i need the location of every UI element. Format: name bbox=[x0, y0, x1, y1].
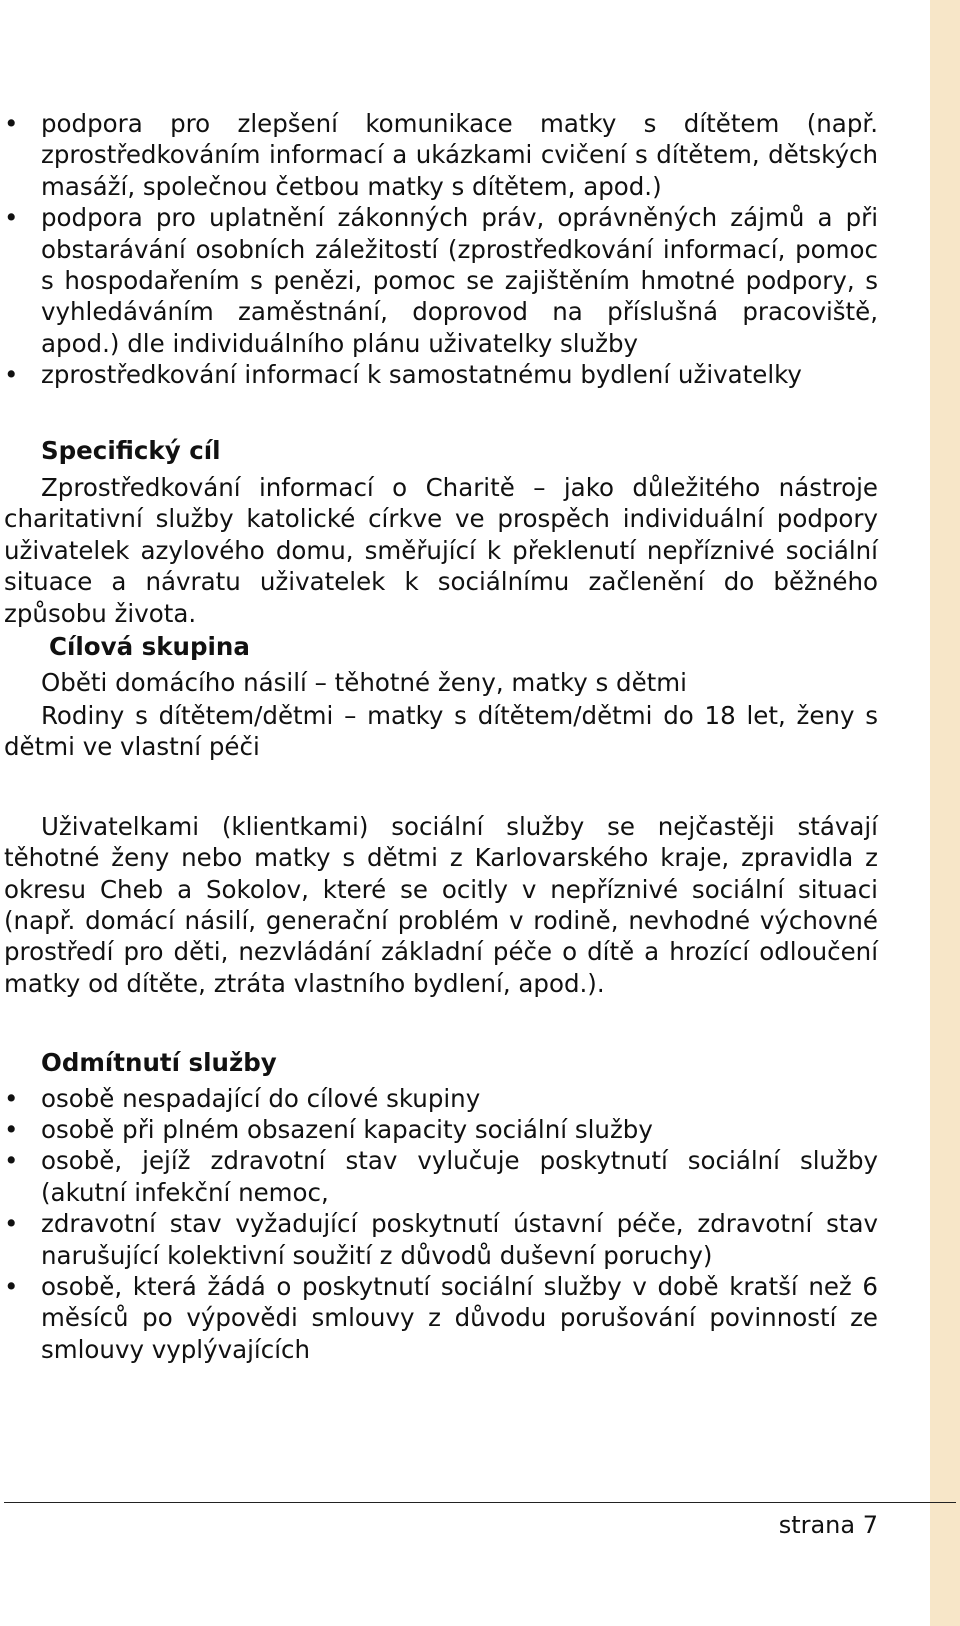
page-content bbox=[4, 108, 878, 1365]
target-group-paragraph: Uživatelkami (klientkami) sociální služby se nejčastěji stávají těhotné ženy nebo matky s dětmi z Karlovarského kraje, zpravidla z okresu Cheb a Sokolov, které se ocitly v nepříznivé sociální situaci (např. domácí násilí, generační problém v rodině, nevhodné výchovné prostředí pro děti, nezvládání základní péče o dítě a hrozící odloučení matky od dítěte, ztráta vlastního bydlení, apod.). bbox=[4, 811, 878, 998]
list-item bbox=[4, 1271, 878, 1365]
page-number: strana 7 bbox=[778, 1511, 878, 1539]
page-edge-strip bbox=[930, 0, 960, 1626]
bullet-icon: • bbox=[4, 1146, 19, 1176]
list-item-text: podpora pro zlepšení komunikace matky s dítětem (např. zprostředkováním informací a ukázkami cvičení s dítětem, dětských masáží, společnou četbou matky s dítětem, apod.) bbox=[41, 109, 878, 201]
target-group-line-1: Oběti domácího násilí – těhotné ženy, matky s dětmi bbox=[41, 667, 687, 697]
list-item-text: zprostředkování informací k samostatnému bydlení uživatelky bbox=[41, 360, 802, 390]
target-group-line-2: Rodiny s dítětem/dětmi – matky s dítětem/dětmi do 18 let, ženy s dětmi ve vlastní péči bbox=[4, 700, 878, 762]
list-item bbox=[4, 108, 878, 202]
list-item bbox=[4, 1114, 878, 1145]
bullet-icon: • bbox=[4, 203, 19, 233]
bullet-icon: • bbox=[4, 1083, 19, 1113]
support-list bbox=[4, 108, 878, 391]
list-item-text: osobě, jejíž zdravotní stav vylučuje poskytnutí sociální služby (akutní infekční nemoc, bbox=[41, 1146, 878, 1207]
specific-goal-heading: Specifický cíl bbox=[41, 435, 221, 465]
list-item bbox=[4, 202, 878, 359]
list-item-text: zdravotní stav vyžadující poskytnutí ústavní péče, zdravotní stav narušující kolektivní soužití z důvodů duševní poruchy) bbox=[41, 1209, 878, 1270]
list-item-text: osobě nespadající do cílové skupiny bbox=[41, 1083, 481, 1113]
target-group-line-2-wrap bbox=[4, 700, 878, 763]
list-item bbox=[4, 359, 878, 390]
list-item-text: osobě při plném obsazení kapacity sociální služby bbox=[41, 1114, 653, 1144]
list-item bbox=[4, 1145, 878, 1208]
list-item-text: osobě, která žádá o poskytnutí sociální služby v době kratší než 6 měsíců po výpovědi smlouvy z důvodu porušování povinností ze smlouvy vyplývajících bbox=[41, 1272, 878, 1364]
specific-goal-paragraph: Zprostředkování informací o Charitě – jako důležitého nástroje charitativní služby katolické církve ve prospěch individuální podpory uživatelek azylového domu, směřující k překlenutí nepříznivé sociální situace a návratu uživatelek k sociálnímu začlenění do běžného způsobu života. bbox=[4, 473, 878, 628]
refusal-list bbox=[4, 1083, 878, 1366]
bullet-icon: • bbox=[4, 109, 19, 138]
list-item-text: podpora pro uplatnění zákonných práv, oprávněných zájmů a při obstarávání osobních záležitostí (zprostředkování informací, pomoc s hospodařením s penězi, pomoc se zajištěním hmotné podpory, s vyhledáváním zaměstnání, doprovod na příslušná pracoviště, apod.) dle individuálního plánu uživatelky služby bbox=[41, 203, 878, 358]
target-group-paragraph-wrap bbox=[4, 811, 878, 999]
bullet-icon: • bbox=[4, 1272, 19, 1301]
bullet-icon: • bbox=[4, 1209, 19, 1239]
specific-goal-text bbox=[4, 472, 878, 629]
bullet-icon: • bbox=[4, 1114, 19, 1144]
refusal-heading: Odmítnutí služby bbox=[41, 1048, 277, 1078]
target-group-heading: Cílová skupina bbox=[49, 632, 250, 662]
list-item bbox=[4, 1083, 878, 1114]
footer-divider bbox=[4, 1502, 956, 1503]
list-item bbox=[4, 1208, 878, 1271]
bullet-icon: • bbox=[4, 360, 19, 390]
